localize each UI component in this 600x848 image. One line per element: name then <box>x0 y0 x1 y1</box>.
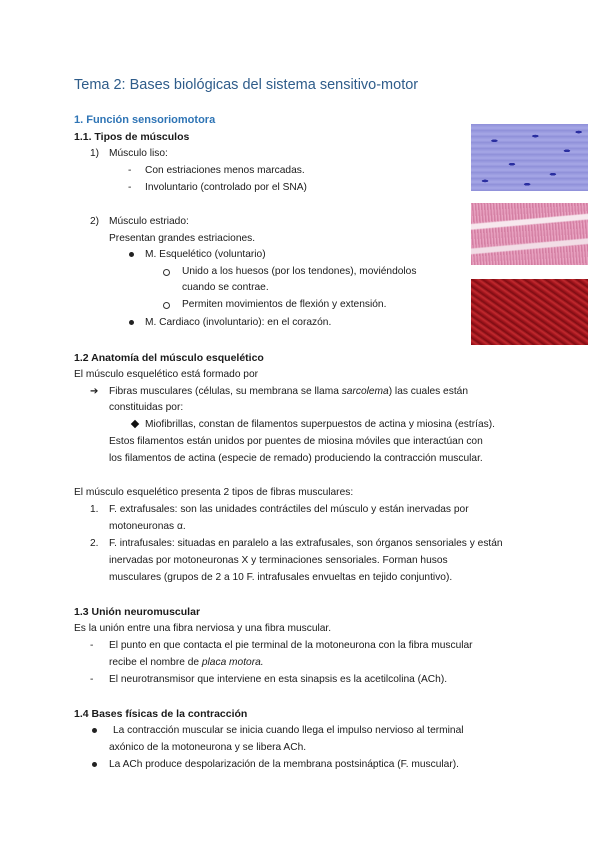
paragraph-line: Presentan grandes estriaciones. <box>109 233 256 244</box>
list-number: 2) <box>90 216 100 227</box>
list-number: 1) <box>90 148 100 159</box>
page-title: Tema 2: Bases biológicas del sistema sensitivo-motor <box>74 77 419 93</box>
skeletal-muscle-image <box>471 203 588 265</box>
list-item: Con estriaciones menos marcadas. <box>145 165 305 176</box>
paragraph-line: El músculo esquelético presenta 2 tipos de fibras musculares: <box>74 487 354 498</box>
list-item: Permiten movimientos de flexión y extensión. <box>182 299 387 310</box>
list-item: El neurotransmisor que interviene en esta sinapsis es la acetilcolina (ACh). <box>109 674 448 685</box>
cardiac-muscle-image <box>471 279 588 345</box>
list-item: Músculo liso: <box>109 148 168 159</box>
paragraph-line: El músculo esquelético está formado por <box>74 369 259 380</box>
list-item-continued: axónico de la motoneurona y se libera ACh. <box>109 742 307 753</box>
smooth-muscle-image <box>471 124 588 191</box>
subsection-heading: 1.3 Unión neuromuscular <box>74 606 201 618</box>
list-item-continued: musculares (grupos de 2 a 10 F. intrafusales envueltas en tejido conjuntivo). <box>109 572 453 583</box>
diamond-bullet-icon <box>131 420 139 428</box>
list-item-continued: recibe el nombre de placa motora. <box>109 657 264 668</box>
dash-marker: - <box>90 674 94 685</box>
dash-marker: - <box>90 640 94 651</box>
circle-bullet-icon <box>163 269 170 276</box>
list-item: Músculo estriado: <box>109 216 189 227</box>
list-item: Involuntario (controlado por el SNA) <box>145 182 307 193</box>
paragraph-line: Estos filamentos están unidos por puentes de miosina móviles que interactúan con <box>109 436 483 447</box>
list-item: Unido a los huesos (por los tendones), moviéndolos <box>182 266 417 277</box>
list-item-continued: inervadas por motoneuronas X y terminaciones sensoriales. Forman husos <box>109 555 448 566</box>
paragraph-line: los filamentos de actina (especie de remado) produciendo la contracción muscular. <box>109 453 483 464</box>
list-item-continued: constituidas por: <box>109 402 184 413</box>
bullet-icon <box>92 762 97 767</box>
list-item: F. extrafusales: son las unidades contráctiles del músculo y están inervadas por <box>109 504 469 515</box>
subsection-heading: 1.1. Tipos de músculos <box>74 131 190 143</box>
circle-bullet-icon <box>163 302 170 309</box>
list-item: M. Esquelético (voluntario) <box>145 249 266 260</box>
arrow-icon: ➔ <box>90 386 99 397</box>
list-item: Fibras musculares (células, su membrana se llama sarcolema) las cuales están <box>109 386 468 397</box>
bullet-icon <box>129 320 134 325</box>
list-item: Miofibrillas, constan de filamentos superpuestos de actina y miosina (estrías). <box>145 419 495 430</box>
list-number: 1. <box>90 504 99 515</box>
paragraph-line: Es la unión entre una fibra nerviosa y una fibra muscular. <box>74 623 332 634</box>
dash-marker: - <box>128 182 132 193</box>
list-item: F. intrafusales: situadas en paralelo a las extrafusales, son órganos sensoriales y están <box>109 538 503 549</box>
bullet-icon <box>92 728 97 733</box>
subsection-heading: 1.4 Bases físicas de la contracción <box>74 708 248 720</box>
list-item-continued: cuando se contrae. <box>182 282 269 293</box>
list-item: M. Cardiaco (involuntario): en el corazón. <box>145 317 332 328</box>
section-heading: 1. Función sensoriomotora <box>74 114 216 126</box>
dash-marker: - <box>128 165 132 176</box>
list-number: 2. <box>90 538 99 549</box>
list-item-continued: motoneuronas α. <box>109 521 186 532</box>
list-item: La contracción muscular se inicia cuando llega el impulso nervioso al terminal <box>113 725 464 736</box>
bullet-icon <box>129 252 134 257</box>
subsection-heading: 1.2 Anatomía del músculo esquelético <box>74 352 264 364</box>
list-item: La ACh produce despolarización de la membrana postsináptica (F. muscular). <box>109 759 459 770</box>
list-item: El punto en que contacta el pie terminal de la motoneurona con la fibra muscular <box>109 640 473 651</box>
